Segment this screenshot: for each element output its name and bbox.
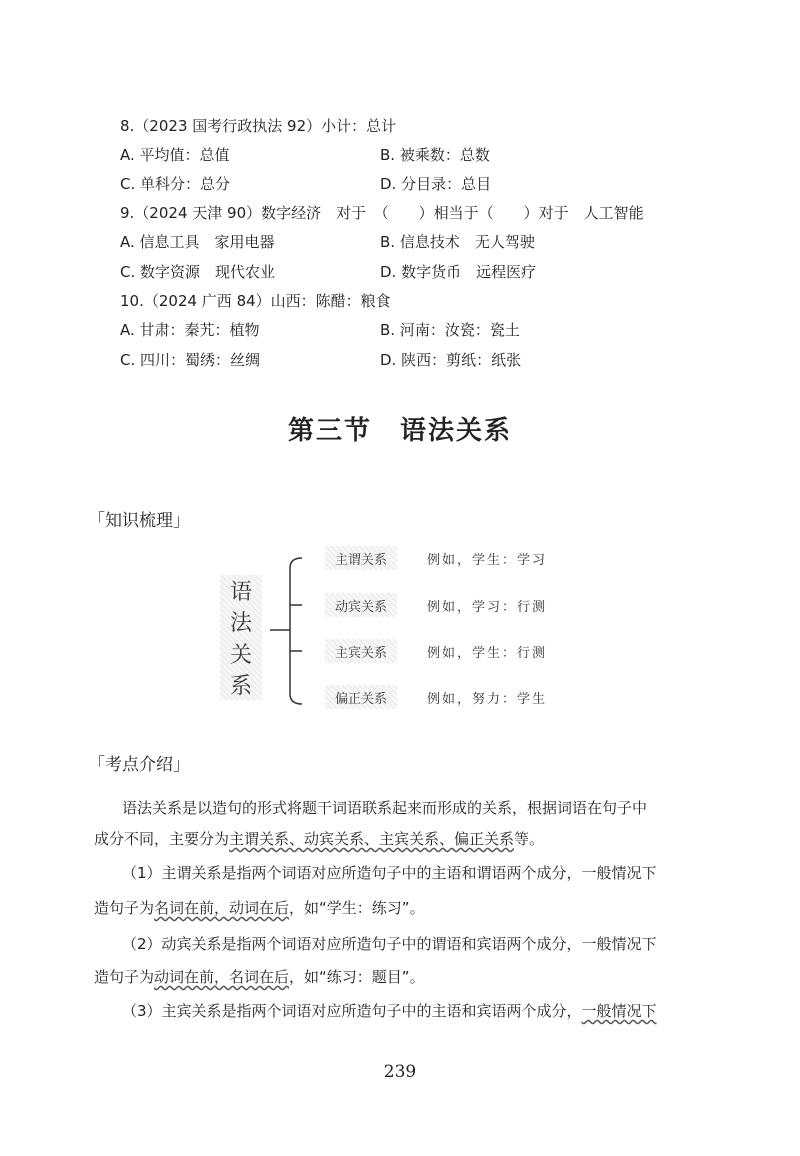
question-10-option-c: C. 四川：蜀绣：丝绸	[120, 351, 261, 369]
emphasized-text: 动词在前，名词在后	[154, 968, 290, 986]
text-fragment: 等。	[514, 830, 545, 848]
diagram-root-char: 系	[229, 673, 252, 699]
point-1-line-1: （1）主谓关系是指两个词语对应所造句子中的主语和谓语两个成分，一般情况下	[122, 864, 657, 882]
question-10-option-b: B. 河南：汝瓷：瓷土	[380, 321, 520, 339]
question-10-option-a: A. 甘肃：秦艽：植物	[120, 321, 260, 339]
question-10-option-d: D. 陕西：剪纸：纸张	[380, 351, 522, 369]
question-8-option-a: A. 平均值：总值	[120, 146, 230, 164]
diagram-branch-example: 例如，学生：学习	[427, 552, 548, 568]
exam-points-heading: 「考点介绍」	[88, 755, 190, 775]
page-number: 239	[383, 1062, 417, 1082]
intro-paragraph-line-2	[94, 828, 694, 850]
section-title: 第三节 语法关系	[287, 416, 512, 446]
point-2-line-1: （2）动宾关系是指两个词语对应所造句子中的谓语和宾语两个成分，一般情况下	[122, 935, 657, 953]
diagram-root-char: 语	[229, 580, 252, 606]
diagram-branch-example: 例如，学生：行测	[427, 645, 548, 661]
diagram-branch-verb-object	[325, 593, 547, 617]
point-1-line-2	[94, 897, 694, 919]
diagram-branch-example: 例如，努力：学生	[427, 691, 548, 707]
question-9-option-a: A. 信息工具 家用电器	[120, 233, 275, 251]
diagram-branch-label: 偏正关系	[325, 685, 397, 709]
diagram-branch-label: 主宾关系	[325, 639, 397, 663]
diagram-root-char: 关	[229, 642, 252, 668]
question-10-stem: 10.（2024 广西 84）山西：陈醋：粮食	[120, 292, 391, 310]
grammar-relation-diagram	[220, 540, 580, 720]
point-2-line-2	[94, 966, 694, 988]
text-fragment: 造句子为	[94, 968, 155, 986]
diagram-branch-label: 动宾关系	[325, 593, 397, 617]
question-8-option-c: C. 单科分：总分	[120, 175, 231, 193]
diagram-branch-subject-object	[325, 639, 547, 663]
text-fragment: 成分不同，主要分为	[94, 830, 230, 848]
question-8-stem: 8.（2023 国考行政执法 92）小计：总计	[120, 117, 397, 135]
question-9-option-b: B. 信息技术 无人驾驶	[380, 233, 535, 251]
diagram-branch-label: 主谓关系	[325, 546, 397, 570]
text-fragment: （3）主宾关系是指两个词语对应所造句子中的主语和宾语两个成分，	[122, 1002, 582, 1020]
question-8-option-d: D. 分目录：总目	[380, 175, 492, 193]
intro-paragraph-line-1: 语法关系是以造句的形式将题干词语联系起来而形成的关系，根据词语在句子中	[122, 799, 648, 817]
question-9-option-c: C. 数字资源 现代农业	[120, 263, 276, 281]
diagram-branch-modifier	[325, 685, 547, 709]
text-fragment: ，如“学生：练习”。	[289, 899, 425, 917]
text-fragment: ，如“练习：题目”。	[289, 968, 425, 986]
emphasized-text: 一般情况下	[581, 1002, 657, 1020]
emphasized-text: 主谓关系、动宾关系、主宾关系、偏正关系	[229, 830, 515, 848]
question-9-option-d: D. 数字货币 远程医疗	[380, 263, 537, 281]
point-3-line-1	[94, 1000, 722, 1022]
knowledge-heading: 「知识梳理」	[88, 511, 190, 531]
emphasized-text: 名词在前，动词在后	[154, 899, 290, 917]
text-fragment: 造句子为	[94, 899, 155, 917]
diagram-root-char: 法	[229, 611, 252, 637]
question-9-stem: 9.（2024 天津 90）数字经济 对于 （ ）相当于（ ）对于 人工智能	[120, 204, 644, 222]
question-8-option-b: B. 被乘数：总数	[380, 146, 490, 164]
diagram-branch-example: 例如，学习：行测	[427, 599, 548, 615]
diagram-branch-subject-predicate	[325, 546, 547, 570]
